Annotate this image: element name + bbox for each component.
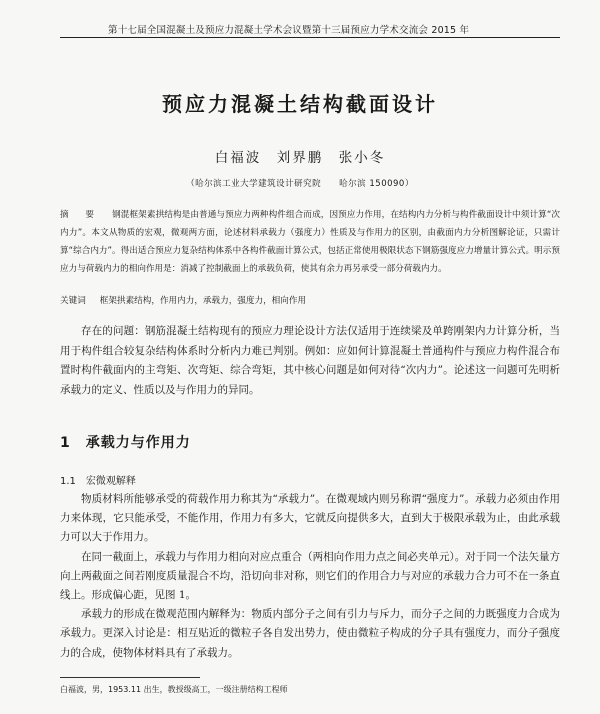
section-heading: 1 承载力与作用力 bbox=[60, 435, 191, 451]
abstract bbox=[60, 206, 560, 278]
body-paragraph: 承载力的形成在微观范围内解释为：物质内部分子之间有引力与斥力，而分子之间的力既强度力合成为承载力。更深入讨论是：相互贴近的微粒子各自发出势力，使由微粒子构成的分子具有强度力，而分子强度力的合成，使物体材料具有了承载力。 bbox=[60, 608, 560, 659]
subsection-number: 1.1 bbox=[60, 476, 76, 487]
abstract-label: 摘 要 bbox=[60, 210, 99, 220]
body-paragraph: 在同一截面上，承载力与作用力相向对应点重合（两相向作用力点之间必夹单元）。对于同一个法矢量方向上两截面之间若刚度质量混合不均，沿切向非对称，则它们的作用合力与对应的承载力合力可不在一条直线上。形成偏心距，见图 1。 bbox=[60, 550, 560, 602]
section-body bbox=[60, 490, 560, 663]
subsection-title: 宏微观解释 bbox=[85, 476, 136, 487]
author-list: 白福波 刘界鹏 张小冬 bbox=[214, 150, 386, 166]
keywords-label: 关键词 bbox=[60, 296, 86, 306]
intro-paragraph: 存在的问题：钢筋混凝土结构现有的预应力理论设计方法仅适用于连续梁及单跨刚架内力计算分析，当用于构件组合较复杂结构体系时分析内力难已判别。例如：应如何计算混凝土普通构件与预应力构件混合布置时构件截面内的主弯矩、次弯矩、综合弯矩，其中核心问题是如何对待“次内力”。论述这一问题可先明析承载力的定义、性质以及与作用力的异同。 bbox=[60, 325, 560, 396]
running-header: 第十七届全国混凝土及预应力混凝土学术会议暨第十三届预应力学术交流会 2015 年 bbox=[108, 25, 470, 36]
affiliation: （哈尔滨工业大学建筑设计研究院 哈尔滨 150090） bbox=[186, 179, 414, 189]
keywords-text: 框架拱素结构，作用内力，承载力，强度力，相向作用 bbox=[99, 296, 307, 306]
footnote-rule bbox=[60, 677, 200, 678]
keywords bbox=[60, 294, 560, 306]
footnote: 白福波，男，1953.11 出生，教授级高工，一级注册结构工程师 bbox=[60, 685, 288, 694]
subsection-heading bbox=[60, 472, 136, 487]
header-rule bbox=[60, 37, 560, 38]
body-paragraph: 物质材料所能够承受的荷载作用力称其为“承载力”。在微观域内则另称谓“强度力”。承载力必须由作用力来体现，它只能承受，不能作用，作用力有多大，它就反向提供多大，直到大于极限承载为止，由此承载力可以大于作用力。 bbox=[60, 493, 560, 544]
abstract-text: 钢混框架素拱结构是由普通与预应力两种构件组合而成，因预应力作用，在结构内力分析与构件截面设计中须计算“次内力”。本文从物质的宏观，微观两方面，论述材料承载力（强度力）性质及与作用力的区别，由截面内力分析图解论证，只需计算“综合内力”。得出适合预应力复杂结构体系中各构件截面计算公式，包括正常使用极限状态下钢筋强度应力增量计算公式。明示预应力与荷载内力的相向作用是：消减了控制截面上的承载负荷，使其有余力再另承受一部分荷载内力。 bbox=[60, 210, 560, 274]
intro-section bbox=[60, 322, 560, 400]
paper-title: 预应力混凝土结构截面设计 bbox=[162, 92, 438, 116]
